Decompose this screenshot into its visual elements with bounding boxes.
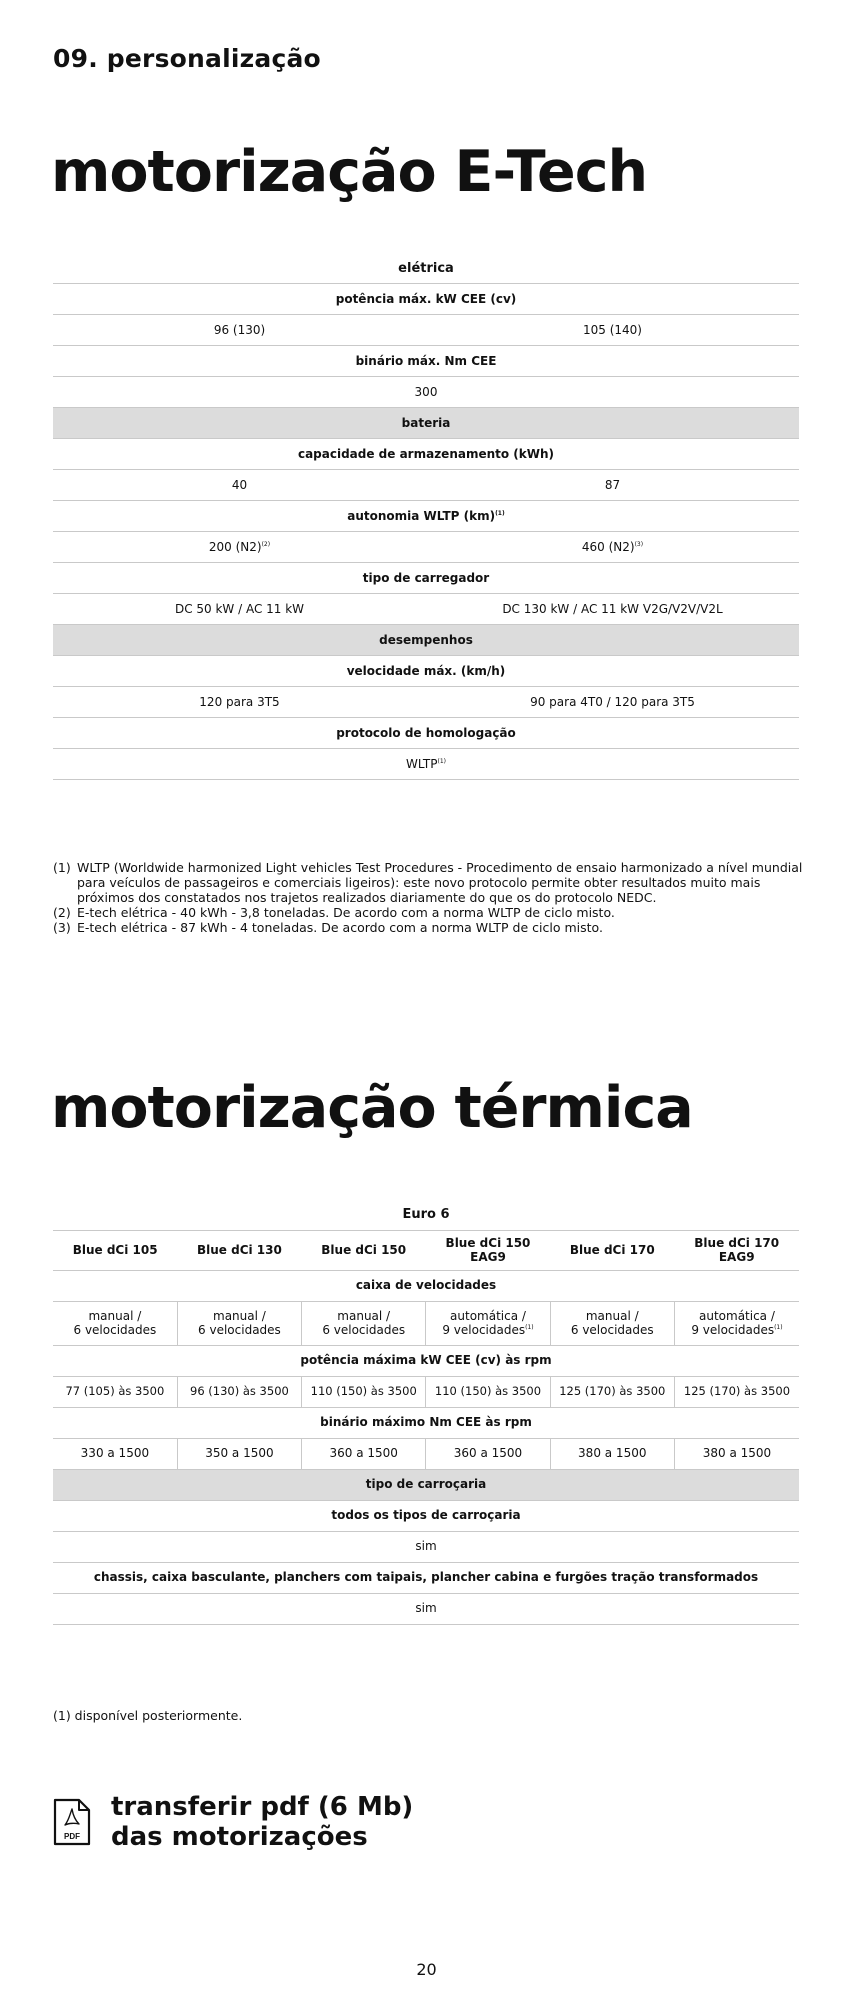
footnote-number: (2) [53, 905, 71, 920]
range-value: 200 $(N2)^{(2)}$ [53, 532, 426, 563]
footnote-text: E-tech elétrica - 40 kWh - 3,8 toneladas. De acordo com a norma WLTP de ciclo misto. [77, 905, 615, 920]
power-value: 96 (130) [53, 315, 426, 346]
charger-value: DC 50 kW / AC 11 kW [53, 594, 426, 625]
thermal-footnote: (1) disponível posteriormente. [53, 1708, 243, 1723]
pdf-icon-label: PDF [64, 1832, 80, 1841]
power-label: potência máx. kW CEE (cv) [53, 284, 799, 315]
model-header: Blue dCi 150 [302, 1231, 426, 1271]
gearbox-label: caixa de velocidades [53, 1271, 799, 1302]
electric-header: elétrica [53, 253, 799, 284]
torque-value: 350 a 1500 [177, 1439, 301, 1470]
pdf-file-icon [53, 1798, 91, 1846]
power-value: 105 (140) [426, 315, 799, 346]
capacity-value: 40 [53, 470, 426, 501]
download-label-line[interactable]: transferir pdf (6 Mb) [111, 1792, 414, 1822]
body-type-section: tipo de carroçaria [53, 1470, 799, 1501]
torque-value: 300 [53, 377, 799, 408]
model-header: Blue dCi 170 EAG9 [674, 1231, 799, 1271]
torque-label: binário máximo Nm CEE às rpm [53, 1408, 799, 1439]
download-label[interactable] [111, 1792, 413, 1852]
capacity-value: 87 [426, 470, 799, 501]
power-value: 110 (150) às 3500 [302, 1377, 426, 1408]
speed-value: 90 para 4T0 / 120 para 3T5 [426, 687, 799, 718]
footnote-ref: (3) [634, 541, 644, 548]
power-value: 125 (170) às 3500 [674, 1377, 799, 1408]
model-header: Blue dCi 130 [177, 1231, 301, 1271]
footnote-ref: (1) [495, 510, 505, 517]
chassis-label: chassis, caixa basculante, planchers com taipais, plancher cabina e furgões tração transformados [53, 1563, 799, 1594]
performance-section: desempenhos [53, 625, 799, 656]
model-header: Blue dCi 105 [53, 1231, 177, 1271]
gearbox-value: manual / 6 velocidades [53, 1302, 177, 1346]
torque-value: 380 a 1500 [550, 1439, 674, 1470]
power-value: 96 (130) às 3500 [177, 1377, 301, 1408]
charger-label: tipo de carregador [53, 563, 799, 594]
etech-title: motorização E-Tech [51, 139, 648, 205]
footnote [53, 905, 803, 920]
footnote-number: (1) [53, 860, 71, 875]
footnote-ref: (1) [437, 758, 446, 765]
speed-value: 120 para 3T5 [53, 687, 426, 718]
thermal-spec-table [53, 1200, 799, 1625]
power-value: 125 (170) às 3500 [550, 1377, 674, 1408]
model-header: Blue dCi 170 [550, 1231, 674, 1271]
model-header: Blue dCi 150 EAG9 [426, 1231, 550, 1271]
page-number: 20 [416, 1960, 437, 1979]
footnote-text: E-tech elétrica - 87 kWh - 4 toneladas. De acordo com a norma WLTP de ciclo misto. [77, 920, 603, 935]
capacity-label: capacidade de armazenamento (kWh) [53, 439, 799, 470]
footnote-ref: (2) [261, 541, 271, 548]
torque-value: 380 a 1500 [674, 1439, 799, 1470]
gearbox-value: automática / 9 velocidades$^{(1)}$ [674, 1302, 799, 1346]
range-value: 460 $(N2)^{(3)}$ [426, 532, 799, 563]
etech-footnotes [53, 860, 803, 935]
power-label: potência máxima kW CEE (cv) às rpm [53, 1346, 799, 1377]
footnote-number: (3) [53, 920, 71, 935]
gearbox-value: manual / 6 velocidades [177, 1302, 301, 1346]
download-label-line[interactable]: das motorizações [111, 1822, 368, 1852]
all-bodies-label: todos os tipos de carroçaria [53, 1501, 799, 1532]
protocol-label: protocolo de homologação [53, 718, 799, 749]
torque-label: binário máx. Nm CEE [53, 346, 799, 377]
torque-value: 330 a 1500 [53, 1439, 177, 1470]
protocol-value: WLTP$^{(1)}$ [53, 749, 799, 780]
battery-section: bateria [53, 408, 799, 439]
gearbox-value: manual / 6 velocidades [550, 1302, 674, 1346]
footnote-text: WLTP (Worldwide harmonized Light vehicles Test Procedures - Procedimento de ensaio harmonizado a nível mundial para veículos de passageiros e comerciais ligeiros): este novo protocolo permite obter resultados muito mais próximos dos constatados nos trajetos realizados diariamente do que os do protocolo NEDC. [77, 860, 803, 905]
footnote [53, 920, 803, 935]
chassis-value: sim [53, 1594, 799, 1625]
footnote-ref: (1) [774, 1323, 783, 1331]
euro-norm-header: Euro 6 [53, 1200, 799, 1231]
speed-label: velocidade máx. (km/h) [53, 656, 799, 687]
range-label: autonomia WLTP (km)$^{(1)}$ [53, 501, 799, 532]
section-label: 09. personalização [53, 44, 321, 73]
gearbox-value: automática / 9 velocidades$^{(1)}$ [426, 1302, 550, 1346]
charger-value: DC 130 kW / AC 11 kW V2G/V2V/V2L [426, 594, 799, 625]
etech-spec-table [53, 253, 799, 780]
torque-value: 360 a 1500 [426, 1439, 550, 1470]
footnote [53, 860, 803, 905]
download-pdf-link[interactable] [53, 1792, 413, 1852]
power-value: 77 (105) às 3500 [53, 1377, 177, 1408]
footnote-ref: (1) [525, 1323, 534, 1331]
torque-value: 360 a 1500 [302, 1439, 426, 1470]
thermal-title: motorização térmica [51, 1075, 693, 1141]
power-value: 110 (150) às 3500 [426, 1377, 550, 1408]
all-bodies-value: sim [53, 1532, 799, 1563]
gearbox-value: manual / 6 velocidades [302, 1302, 426, 1346]
